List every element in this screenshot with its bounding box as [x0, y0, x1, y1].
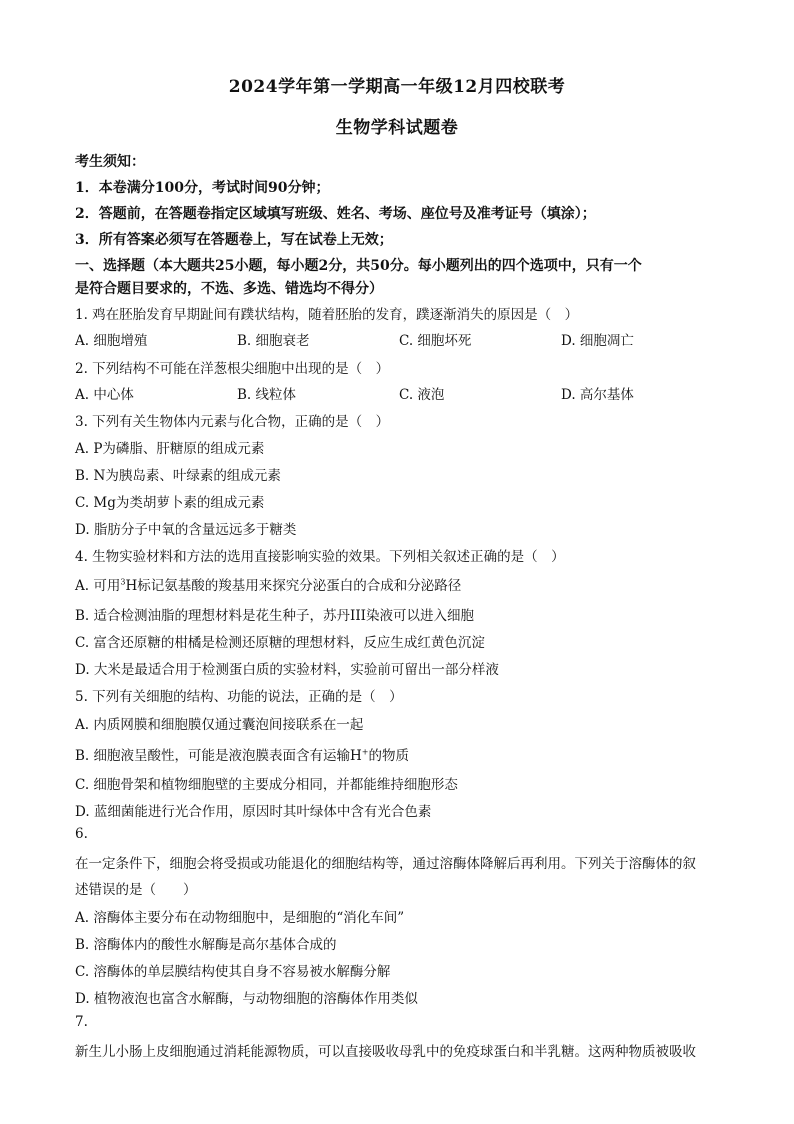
question-6-stem-line2: 述错误的是（ ）: [75, 882, 197, 898]
question-6-stem-line1: 在一定条件下，细胞会将受损或功能退化的细胞结构等，通过溶酶体降解后再利用。下列关于溶酶体的叙: [75, 856, 696, 872]
question-4-option-a: [75, 574, 725, 594]
question-3-option-c: C. Mg为类胡萝卜素的组成元素: [75, 495, 265, 511]
question-7-number: 7.: [75, 1014, 88, 1030]
question-1-option-b: B. 细胞衰老: [237, 333, 310, 349]
ion-charge: +: [361, 747, 369, 757]
section-heading-line1: 一、选择题（本大题共25小题，每小题2分，共50分。每小题列出的四个选项中，只有一个: [75, 258, 642, 274]
exam-subtitle: 生物学科试题卷: [335, 118, 459, 138]
question-2-options: [75, 383, 725, 403]
hydrogen-symbol: H: [350, 748, 362, 764]
question-4-option-a-suffix: 标记氨基酸的羧基用来探究分泌蛋白的合成和分泌路径: [137, 578, 462, 594]
isotope-symbol: H: [125, 578, 138, 594]
question-2-option-c: C. 液泡: [399, 387, 445, 403]
question-4-option-b: B. 适合检测油脂的理想材料是花生种子，苏丹III染液可以进入细胞: [75, 608, 475, 624]
question-2-option-b: B. 线粒体: [237, 387, 297, 403]
question-5-option-b-suffix: 的物质: [368, 748, 409, 764]
question-5-option-b-prefix: B. 细胞液呈酸性，可能是液泡膜表面含有运输: [75, 748, 351, 764]
question-2-option-d: D. 高尔基体: [561, 387, 634, 403]
question-1-options: [75, 329, 725, 349]
question-1-stem: 1. 鸡在胚胎发育早期趾间有蹼状结构，随着胚胎的发育，蹼逐渐消失的原因是（ ）: [75, 307, 579, 323]
question-3-option-d: D. 脂肪分子中氧的含量远远多于糖类: [75, 522, 297, 538]
question-6-option-a: A. 溶酶体主要分布在动物细胞中，是细胞的“消化车间”: [75, 910, 405, 926]
notice-item-1: 1．本卷满分100分，考试时间90分钟；: [75, 180, 330, 196]
exam-title: 2024学年第一学期高一年级12月四校联考: [228, 77, 566, 97]
question-5-option-a: A. 内质网膜和细胞膜仅通过囊泡间接联系在一起: [75, 717, 364, 733]
question-1-option-c: C. 细胞坏死: [399, 333, 472, 349]
question-6-number: 6.: [75, 826, 88, 842]
notice-heading: 考生须知：: [75, 154, 145, 170]
question-1-option-d: D. 细胞凋亡: [561, 333, 634, 349]
section-heading-line2: 是符合题目要求的，不选、多选、错选均不得分）: [75, 281, 383, 297]
question-4-option-c: C. 富含还原糖的柑橘是检测还原糖的理想材料，反应生成红黄色沉淀: [75, 635, 485, 651]
question-5-option-c: C. 细胞骨架和植物细胞壁的主要成分相同，并都能维持细胞形态: [75, 777, 458, 793]
question-3-option-a: A. P为磷脂、肝糖原的组成元素: [75, 441, 265, 457]
question-3-option-b: B. N为胰岛素、叶绿素的组成元素: [75, 468, 281, 484]
question-4-option-d: D. 大米是最适合用于检测蛋白质的实验材料，实验前可留出一部分样液: [75, 662, 499, 678]
question-4-option-a-prefix: A. 可用: [75, 578, 121, 594]
question-5-option-b: [75, 744, 725, 764]
notice-item-2: 2．答题前，在答题卷指定区域填写班级、姓名、考场、座位号及准考证号（填涂）；: [75, 206, 596, 222]
question-2-stem: 2. 下列结构不可能在洋葱根尖细胞中出现的是（ ）: [75, 361, 390, 377]
question-4-stem: 4. 生物实验材料和方法的选用直接影响实验的效果。下列相关叙述正确的是（ ）: [75, 549, 565, 565]
question-6-option-b: B. 溶酶体内的酸性水解酶是高尔基体合成的: [75, 937, 337, 953]
question-5-option-d: D. 蓝细菌能进行光合作用，原因时其叶绿体中含有光合色素: [75, 804, 432, 820]
isotope-mass-number: 3: [120, 577, 126, 587]
question-1-option-a: A. 细胞增殖: [75, 333, 148, 349]
question-7-stem-line1: 新生儿小肠上皮细胞通过消耗能源物质，可以直接吸收母乳中的免疫球蛋白和半乳糖。这两种物质被吸收: [75, 1044, 696, 1060]
question-3-stem: 3. 下列有关生物体内元素与化合物，正确的是（ ）: [75, 414, 390, 430]
notice-item-3: 3．所有答案必须写在答题卷上，写在试卷上无效；: [75, 232, 393, 248]
question-5-stem: 5. 下列有关细胞的结构、功能的说法，正确的是（ ）: [75, 689, 403, 705]
question-2-option-a: A. 中心体: [75, 387, 134, 403]
question-6-option-d: D. 植物液泡也富含水解酶，与动物细胞的溶酶体作用类似: [75, 991, 418, 1007]
question-6-option-c: C. 溶酶体的单层膜结构使其自身不容易被水解酶分解: [75, 964, 391, 980]
